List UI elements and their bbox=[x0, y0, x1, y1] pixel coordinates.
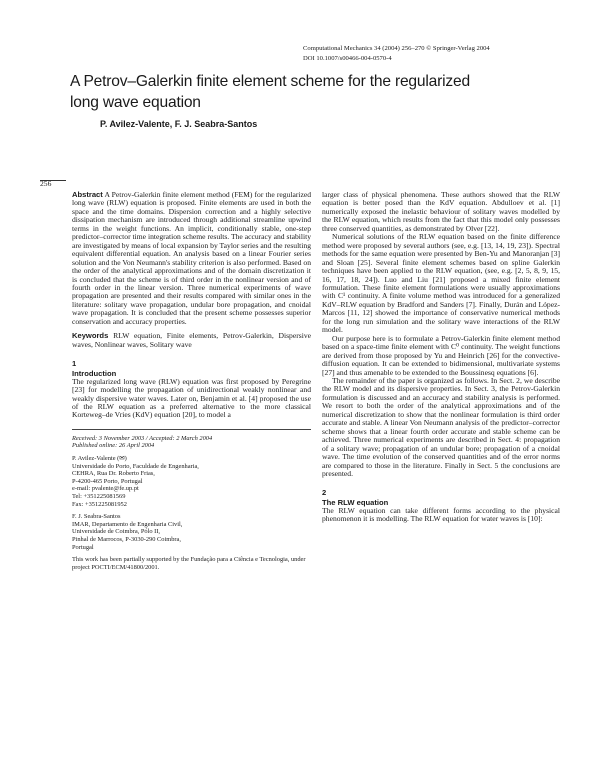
address-line: IMAR, Departamento de Engenharia Civil, bbox=[72, 520, 183, 528]
abstract bbox=[72, 191, 311, 326]
keywords-label: Keywords bbox=[72, 331, 109, 341]
author-2-address bbox=[72, 513, 311, 551]
address-line: Universidade de Coimbra, Pólo II, bbox=[72, 528, 161, 536]
journal-citation: Computational Mechanics 34 (2004) 256–270 © Springer-Verlag 2004 bbox=[303, 45, 490, 52]
keywords bbox=[72, 332, 311, 349]
section-1-text: The regularized long wave (RLW) equation was first proposed by Peregrine [23] for modelling the propagation of unidirectional weakly nonlinear and weakly dispersive water waves. Later on, Benjamin et al. [4] proposed the use of the RLW equation as a preferred alternative to the more classical Korteweg–de Vries (KdV) equation [20], to model a bbox=[72, 376, 311, 420]
paper-title bbox=[70, 71, 530, 113]
journal-doi: DOI 10.1007/s00466-004-0570-4 bbox=[303, 54, 392, 62]
author-list: P. Avilez-Valente, F. J. Seabra-Santos bbox=[100, 119, 258, 129]
section-2-heading: The RLW equation bbox=[322, 497, 389, 507]
footnote-rule bbox=[72, 429, 311, 430]
funding-text: This work has been partially supported by the Fundação para a Ciência e Tecnologia, under project POCTI/ECM/41800/2001. bbox=[72, 556, 306, 571]
left-column bbox=[72, 191, 311, 571]
footnote-dates bbox=[72, 435, 311, 450]
received-date: Received: 3 November 2003 / Accepted: 2 March 2004 bbox=[72, 434, 213, 442]
address-line: P-4200-465 Porto, Portugal bbox=[72, 477, 143, 485]
paragraph: Numerical solutions of the RLW equation based on the finite difference method were proposed by several authors (see, e.g. [13, 14, 19, 23]). Spectral methods for the same equation were presented by Ben-Yu and Manoranjan [3] and Sloan [25]. Several finite element schemes based on spline Galerkin techniques have been applied to the RLW equation, (see, e.g. [2, 5, 8, 9, 15, 16, 17, 18, 24]). Luo and Liu [21] proposed a mixed finite element formulation. These finite element formulations were usually approximations with C¹ continuity. A finite volume method was introduced for a generalized KdV–RLW equation by Bradford and Sanders [7]. Finally, Durán and López-Marcos [11, 12] showed the importance of conservative numerical methods for the long run simulation and the solitary wave interactions of the RLW model. bbox=[322, 232, 560, 335]
address-line: F. J. Seabra-Santos bbox=[72, 513, 121, 521]
funding-note bbox=[72, 556, 311, 571]
address-line: Portugal bbox=[72, 543, 94, 551]
abstract-label: Abstract bbox=[72, 190, 103, 199]
section-2-text: The RLW equation can take different forms according to the physical phenomenon it is modelling. The RLW equation for water waves is [10]: bbox=[322, 505, 560, 524]
paragraph: The remainder of the paper is organized as follows. In Sect. 2, we describe the RLW model and its dispersive properties. In Sect. 3, the Petrov-Galerkin formulation is discussed and an accuracy and stability analysis is performed. We resort to both the order of the analytical approximations and of the numerical discretization to show that the nonlinear formulation is third order accurate and stable. A linear Von Neumann analysis of the predictor–corrector scheme shows that a linear fourth order accurate and stable scheme can be achieved. Three numerical experiments are described in Sect. 4: propagation of a solitary wave; propagation of an undular bore; propagation of a cnoidal wave. The time evolution of the conserved quantities and of the error norms are compared to those in the literature. Finally in Sect. 5 the conclusions are presented. bbox=[322, 375, 560, 478]
section-1-number: 1 bbox=[72, 359, 77, 369]
paragraph: Our purpose here is to formulate a Petrov-Galerkin finite element method based on a space-time finite element with C⁰ continuity. The weight functions are derived from those proposed by Yu and Heinrich [26] for the convective-diffusion equation. It can be extended to bidimensional, multivariate systems [27] and thus amenable to be extended to the Boussinesq equations [6]. bbox=[322, 333, 560, 377]
address-line: Universidade do Porto, Faculdade de Engenharia, bbox=[72, 462, 199, 470]
phone: Tel: +351225081569 bbox=[72, 493, 126, 501]
title-line-1: A Petrov–Galerkin finite element scheme for the regularized bbox=[70, 73, 470, 90]
author-1-address bbox=[72, 455, 311, 508]
right-column bbox=[322, 191, 560, 524]
address-line: Pinhal de Marrocos, P-3030-290 Coimbra, bbox=[72, 536, 181, 543]
paragraph: larger class of physical phenomena. These authors showed that the RLW equation is better posed than the KdV equation. Abdulloev et al. [1] numerically exposed the inelastic behaviour of solitary waves modelled by the RLW equation, which results from the fact that this model only possesses three conserved quantities, as demonstrated by Olver [22]. bbox=[322, 190, 560, 233]
page-number-rule bbox=[40, 180, 66, 181]
email: e-mail: pvalente@fe.up.pt bbox=[72, 485, 139, 493]
title-line-2: long wave equation bbox=[70, 94, 201, 111]
section-2-number: 2 bbox=[322, 488, 327, 498]
section-1-heading: Introduction bbox=[72, 368, 117, 378]
keywords-text: RLW equation, Finite elements, Petrov-Galerkin, Dispersive waves, Nonlinear waves, Solitary wave bbox=[72, 331, 311, 349]
address-line: CEHRA, Rua Dr. Roberto Frias, bbox=[72, 470, 155, 478]
page-number: 256 bbox=[40, 179, 52, 188]
fax: Fax: +351225081952 bbox=[72, 500, 127, 508]
abstract-text: A Petrov-Galerkin finite element method (FEM) for the regularized long wave (RLW) equation is proposed. Finite elements are used in both the space and the time domains. Dispersion correction and a highly selective dissipation mechanism are introduced through additional streamline upwind terms in the weight functions. An implicit, conditionally stable, one-step predictor–corrector time integration scheme results. The accuracy and stability are investigated by means of local expansion by Taylor series and the resulting equivalent differential equation. An analysis based on a linear Fourier series solution and the Von Neumann's stability criterion is also performed. Based on the order of the analytical approximations and of the domain discretization it is concluded that the scheme is of third order in the nonlinear version and of fourth order in the linear version. Three numerical experiments of wave propagation are presented and their results compared with similar ones in the literature: solitary wave propagation, undular bore propagation, and cnoidal wave propagation. It is concluded that the present scheme possesses superior conservation and accuracy properties. bbox=[72, 190, 311, 326]
address-line: P. Avilez-Valente (✉) bbox=[72, 455, 127, 463]
journal-header bbox=[303, 44, 573, 63]
published-date: Published online: 26 April 2004 bbox=[72, 442, 155, 450]
